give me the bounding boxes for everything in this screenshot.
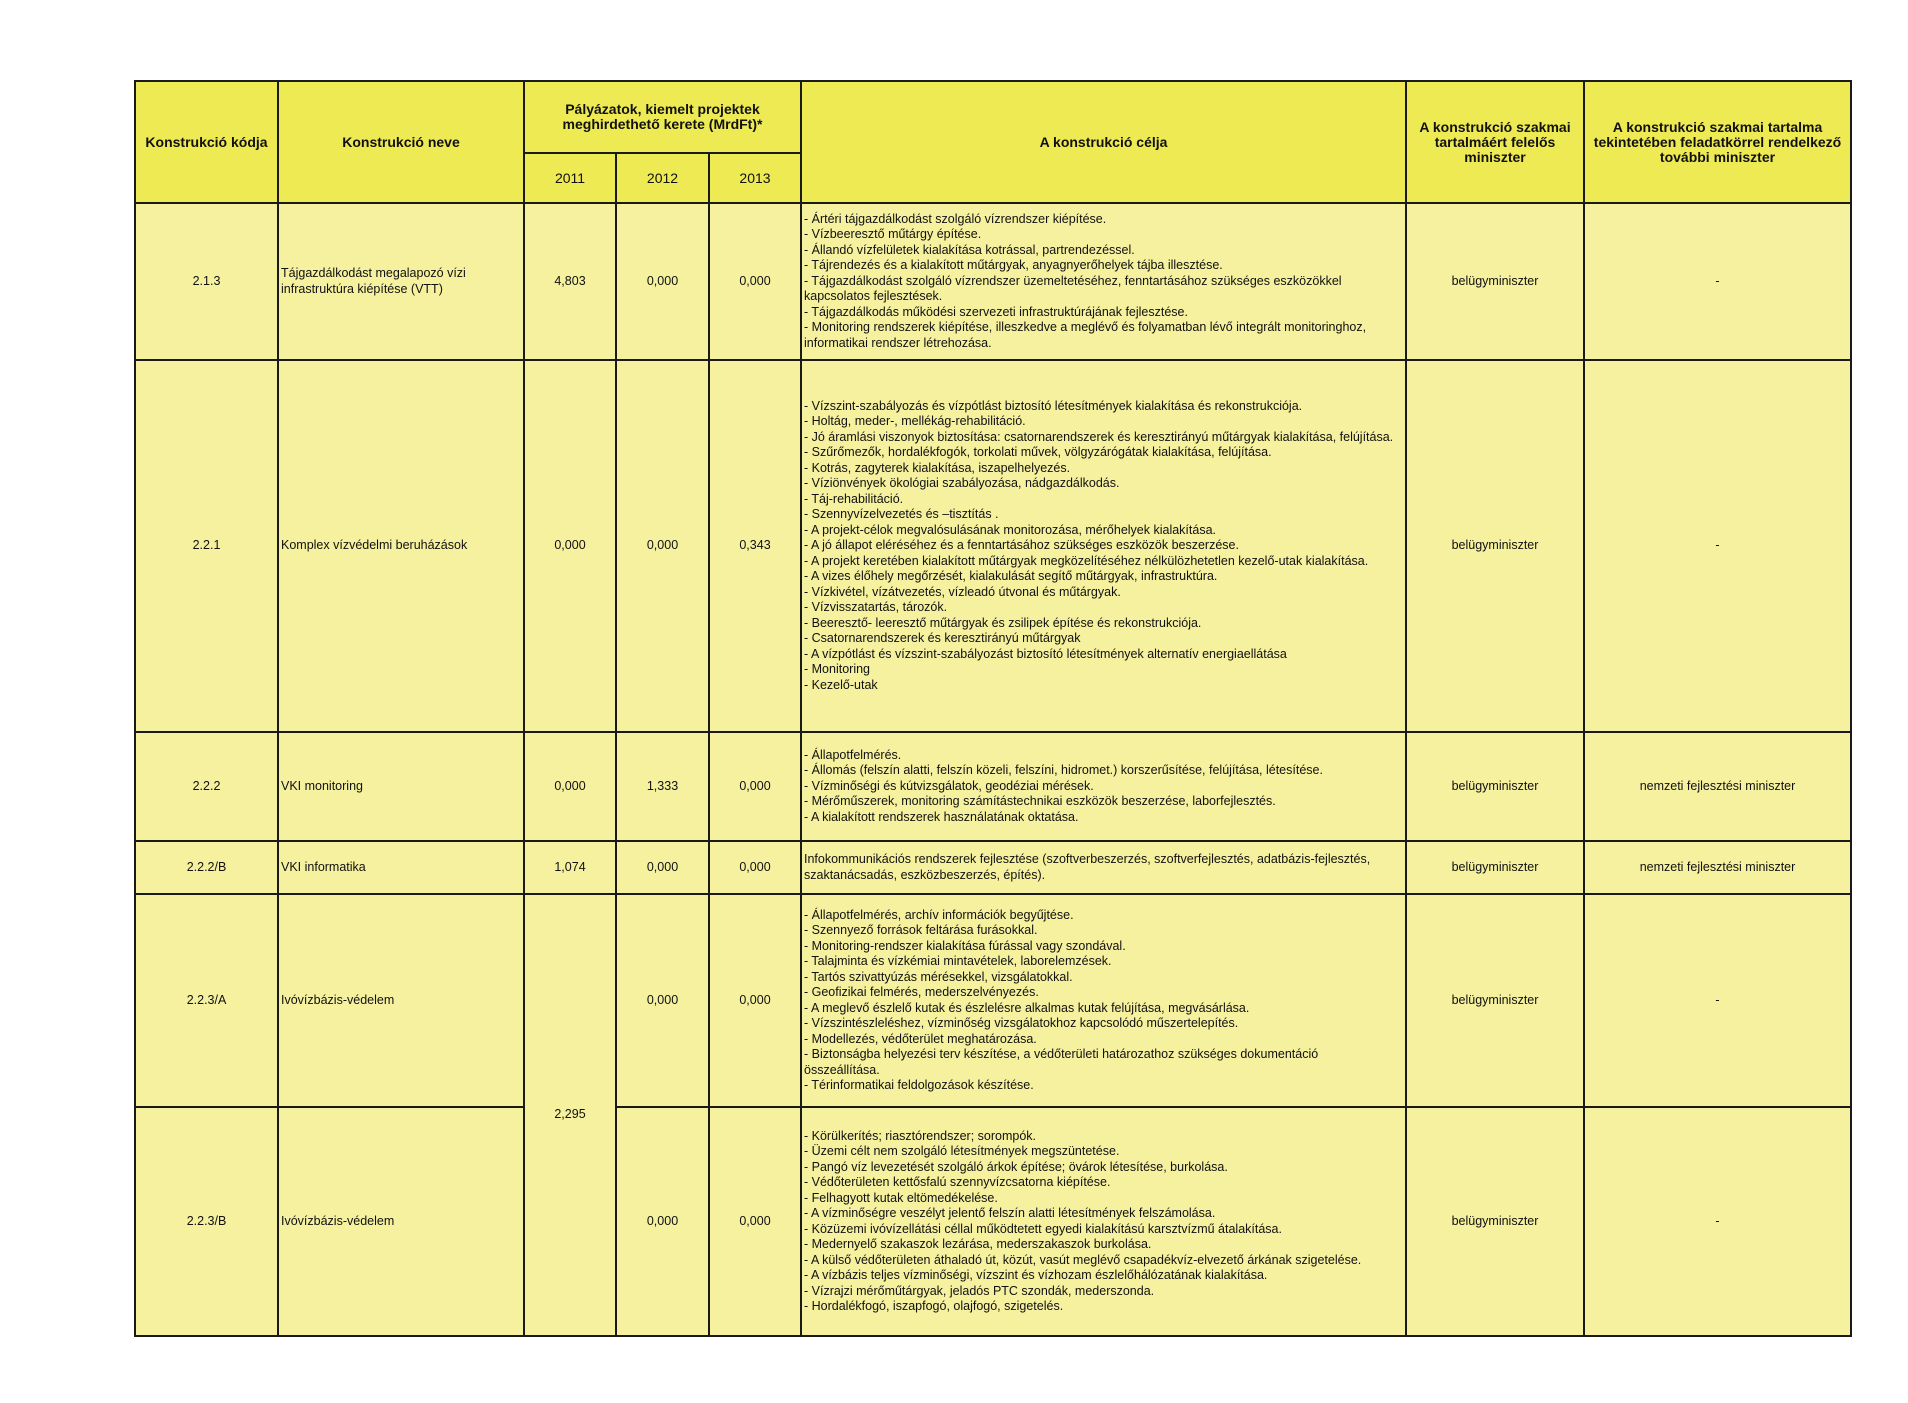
cell-minister: belügyminiszter	[1406, 203, 1584, 360]
header-row	[135, 81, 1851, 153]
cell-2012: 0,000	[616, 360, 709, 732]
goal-line: - Állomás (felszín alatti, felszín közeli, felszíni, hidromet.) korszerűsítése, felújítása, létesítése.	[804, 763, 1323, 778]
goal-line: - Kezelő-utak	[804, 677, 878, 692]
header-goal: A konstrukció célja	[801, 81, 1406, 203]
goal-line: - A projekt-célok megvalósulásának monitorozása, mérőhelyek kialakítása.	[804, 522, 1217, 537]
cell-2013: 0,000	[709, 894, 801, 1107]
cell-2011: 0,000	[524, 732, 616, 841]
goal-line: - Vízszint-szabályozás és vízpótlást biztosító létesítmények kialakítása és rekonstrukciója.	[804, 398, 1303, 413]
goal-line: - Térinformatikai feldolgozások készítése.	[804, 1078, 1034, 1092]
goal-line: - Vízvisszatartás, tározók.	[804, 600, 948, 615]
cell-minister: belügyminiszter	[1406, 841, 1584, 894]
goal-line: - Csatornarendszerek és keresztirányú műtárgyak	[804, 631, 1081, 646]
header-other-minister: A konstrukció szakmai tartalma tekintetében feladatkörrel rendelkező további miniszter	[1584, 81, 1851, 203]
table-row	[135, 894, 1851, 1107]
cell-minister: belügyminiszter	[1406, 1107, 1584, 1336]
cell-2011: 4,803	[524, 203, 616, 360]
cell-other-minister: -	[1584, 894, 1851, 1107]
goal-line: - Ártéri tájgazdálkodást szolgáló vízrendszer kiépítése.	[804, 211, 1107, 226]
cell-name: VKI informatika	[278, 841, 524, 894]
header-year-2012: 2012	[616, 153, 709, 203]
cell-name: Tájgazdálkodást megalapozó vízi infrastruktúra kiépítése (VTT)	[278, 203, 524, 360]
goal-line: - Monitoring rendszerek kiépítése, illeszkedve a meglévő és folyamatban lévő integrált monitoringhoz, informatikai rendszer létrehozása.	[804, 320, 1367, 350]
construction-table-sheet	[134, 80, 1852, 1337]
table-row	[135, 841, 1851, 894]
goal-line: - Tájgazdálkodás működési szervezeti infrastruktúrájának fejlesztése.	[804, 304, 1188, 319]
cell-code: 2.1.3	[135, 203, 278, 360]
cell-2012: 0,000	[616, 203, 709, 360]
goal-line: - Vízkivétel, vízátvezetés, vízleadó útvonal és műtárgyak.	[804, 584, 1121, 599]
goal-line: - Közüzemi ivóvízellátási céllal működtetett egyedi kialakítású karsztvízmű átalakítása.	[804, 1221, 1282, 1236]
goal-line: - Beeresztő- leeresztő műtárgyak és zsilipek építése és rekonstrukciója.	[804, 615, 1202, 630]
cell-2012: 1,333	[616, 732, 709, 841]
cell-2011: 0,000	[524, 360, 616, 732]
cell-code: 2.2.2	[135, 732, 278, 841]
goal-line: - Felhagyott kutak eltömedékelése.	[804, 1190, 998, 1205]
goal-line: - Biztonságba helyezési terv készítése, a védőterületi határozathoz szükséges dokumentáció összeállítása.	[804, 1047, 1319, 1077]
header-year-2013: 2013	[709, 153, 801, 203]
goal-line: - Vízbeeresztő műtárgy építése.	[804, 227, 982, 242]
goal-line: - Jó áramlási viszonyok biztosítása: csatornarendszerek és keresztirányú műtárgyak kialakítása, felújítása.	[804, 429, 1394, 444]
goal-line: - A külső védőterületen áthaladó út, közút, vasút meglévő csapadékvíz-elvezető árkának szigetelése.	[804, 1252, 1362, 1267]
cell-2012: 0,000	[616, 1107, 709, 1336]
table-row	[135, 360, 1851, 732]
header-minister: A konstrukció szakmai tartalmáért felelős miniszter	[1406, 81, 1584, 203]
cell-2013: 0,000	[709, 732, 801, 841]
goal-line: - A vízpótlást és vízszint-szabályozást biztosító létesítmények alternatív energiaellátása	[804, 646, 1287, 661]
cell-minister: belügyminiszter	[1406, 894, 1584, 1107]
cell-2011: 1,074	[524, 841, 616, 894]
goal-line: - Hordalékfogó, iszapfogó, olajfogó, szigetelés.	[804, 1299, 1064, 1313]
goal-line: - Geofizikai felmérés, mederszelvényezés.	[804, 985, 1039, 999]
cell-goal	[801, 841, 1406, 894]
goal-line: - Védőterületen kettősfalú szennyvízcsatorna kiépítése.	[804, 1175, 1111, 1189]
goal-line: - Körülkerítés; riasztórendszer; sorompók.	[804, 1128, 1037, 1143]
cell-code: 2.2.3/B	[135, 1107, 278, 1336]
goal-line: - A vizes élőhely megőrzését, kialakulását segítő műtárgyak, infrastruktúra.	[804, 569, 1218, 584]
goal-line: - Kotrás, zagyterek kialakítása, iszapelhelyezés.	[804, 460, 1071, 475]
goal-line: - Szennyvízelvezetés és –tisztítás .	[804, 507, 999, 522]
cell-name: Ivóvízbázis-védelem	[278, 894, 524, 1107]
goal-line: - Talajminta és vízkémiai mintavételek, laborelemzések.	[804, 954, 1112, 968]
cell-goal	[801, 1107, 1406, 1336]
goal-line: - Szűrőmezők, hordalékfogók, torkolati művek, völgyzárógátak kialakítása, felújítása.	[804, 445, 1272, 460]
cell-goal	[801, 732, 1406, 841]
goal-line: - Tartós szivattyúzás mérésekkel, vizsgálatokkal.	[804, 969, 1073, 984]
header-name: Konstrukció neve	[278, 81, 524, 203]
cell-2012: 0,000	[616, 894, 709, 1107]
cell-name: Komplex vízvédelmi beruházások	[278, 360, 524, 732]
goal-line: - Monitoring-rendszer kialakítása fúrással vagy szondával.	[804, 938, 1126, 953]
goal-line: - Holtág, meder-, mellékág-rehabilitáció.	[804, 414, 1026, 429]
goal-line: - Mérőműszerek, monitoring számítástechnikai eszközök beszerzése, laborfejlesztés.	[804, 794, 1276, 809]
cell-name: VKI monitoring	[278, 732, 524, 841]
goal-line: - Állandó vízfelületek kialakítása kotrással, partrendezéssel.	[804, 242, 1135, 257]
cell-2013: 0,000	[709, 203, 801, 360]
goal-line: - Vízrajzi mérőműtárgyak, jeladós PTC szondák, mederszonda.	[804, 1283, 1155, 1298]
table-row	[135, 732, 1851, 841]
goal-line: Infokommunikációs rendszerek fejlesztése (szoftverbeszerzés, szoftverfejlesztés, adatbázis-fejlesztés, szaktanácsadás, eszközbeszerzés, építés).	[804, 852, 1371, 882]
cell-2013: 0,343	[709, 360, 801, 732]
goal-line: - Pangó víz levezetését szolgáló árkok építése; övárok létesítése, burkolása.	[804, 1159, 1228, 1174]
goal-line: - A meglevő észlelő kutak és észlelésre alkalmas kutak felújítása, megvásárlása.	[804, 1000, 1250, 1015]
header-code: Konstrukció kódja	[135, 81, 278, 203]
goal-line: - Medernyelő szakaszok lezárása, mederszakaszok burkolása.	[804, 1237, 1152, 1251]
goal-line: - Víziönvények ökológiai szabályozása, nádgazdálkodás.	[804, 476, 1120, 491]
goal-line: - A vízminőségre veszélyt jelentő felszín alatti létesítmények felszámolása.	[804, 1206, 1216, 1220]
goal-line: - Vízminőségi és kútvizsgálatok, geodéziai mérések.	[804, 778, 1094, 793]
cell-other-minister: nemzeti fejlesztési miniszter	[1584, 841, 1851, 894]
cell-other-minister: nemzeti fejlesztési miniszter	[1584, 732, 1851, 841]
goal-line: - Állapotfelmérés, archív információk begyűjtése.	[804, 907, 1074, 922]
cell-other-minister: -	[1584, 360, 1851, 732]
goal-line: - A kialakított rendszerek használatának oktatása.	[804, 809, 1079, 824]
goal-line: - Állapotfelmérés.	[804, 747, 902, 762]
goal-line: - Szennyező források feltárása furásokkal.	[804, 923, 1038, 937]
cell-name: Ivóvízbázis-védelem	[278, 1107, 524, 1336]
goal-line: - Tájgazdálkodást szolgáló vízrendszer üzemeltetéséhez, fenntartásához szükséges eszközökkel kapcsolatos fejlesztések.	[804, 273, 1342, 304]
goal-line: - Üzemi célt nem szolgáló létesítmények megszüntetése.	[804, 1144, 1120, 1158]
cell-goal	[801, 894, 1406, 1107]
cell-code: 2.2.2/B	[135, 841, 278, 894]
cell-goal	[801, 360, 1406, 732]
cell-code: 2.2.3/A	[135, 894, 278, 1107]
header-year-2011: 2011	[524, 153, 616, 203]
goal-line: - A jó állapot eléréséhez és a fenntartásához szükséges eszközök beszerzése.	[804, 538, 1239, 553]
goal-line: - A projekt keretében kialakított műtárgyak megközelítéséhez nélkülözhetetlen kezelő-utak kialakítása.	[804, 553, 1369, 568]
goal-line: - Tájrendezés és a kialakított műtárgyak, anyagnyerőhelyek tájba illesztése.	[804, 258, 1223, 273]
goal-line: - Monitoring	[804, 662, 870, 677]
goal-line: - Vízszintészleléshez, vízminőség vizsgálatokhoz kapcsolódó műszertelepítés.	[804, 1016, 1239, 1030]
cell-2012: 0,000	[616, 841, 709, 894]
table-row	[135, 203, 1851, 360]
construction-table	[134, 80, 1852, 1337]
cell-other-minister: -	[1584, 203, 1851, 360]
table-row	[135, 1107, 1851, 1336]
cell-2013: 0,000	[709, 841, 801, 894]
goal-line: - A vízbázis teljes vízminőségi, vízszint és vízhozam észlelőhálózatának kialakítása.	[804, 1268, 1268, 1282]
cell-goal	[801, 203, 1406, 360]
cell-minister: belügyminiszter	[1406, 732, 1584, 841]
cell-2013: 0,000	[709, 1107, 801, 1336]
header-budget: Pályázatok, kiemelt projektek meghirdethető kerete (MrdFt)*	[524, 81, 801, 153]
goal-line: - Táj-rehabilitáció.	[804, 491, 904, 506]
cell-code: 2.2.1	[135, 360, 278, 732]
goal-line: - Modellezés, védőterület meghatározása.	[804, 1031, 1037, 1046]
cell-minister: belügyminiszter	[1406, 360, 1584, 732]
cell-other-minister: -	[1584, 1107, 1851, 1336]
cell-2011-merged: 2,295	[524, 894, 616, 1336]
